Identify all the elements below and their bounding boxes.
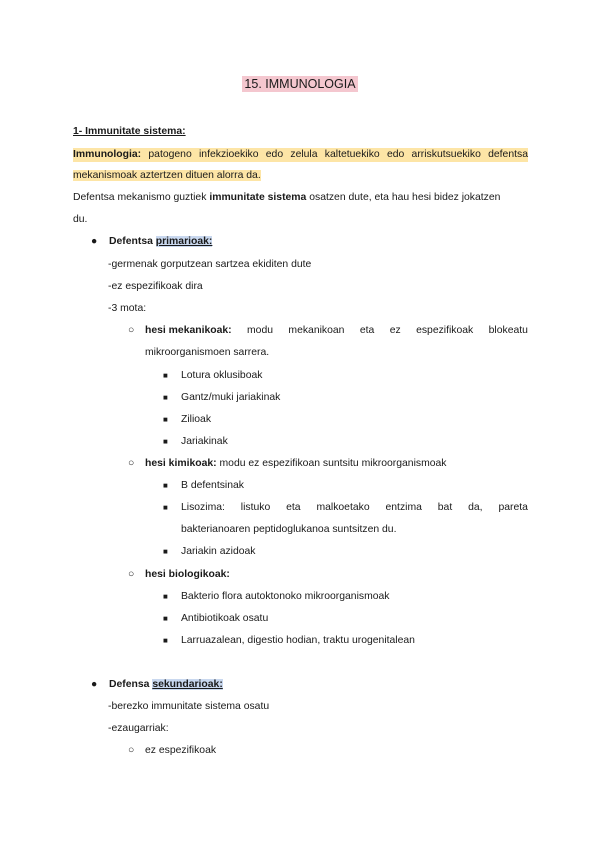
primary-point: -germenak gorputzean sartzea ekiditen dute bbox=[108, 259, 312, 270]
secondary-defense-label: Defensa sekundarioak: bbox=[109, 679, 223, 690]
biological-barrier-label: hesi biologikoak: bbox=[145, 569, 230, 580]
word: listuko bbox=[240, 502, 271, 513]
lisozima-line-2: bakterianoaren peptidoglukanoa suntsitzen du. bbox=[181, 524, 397, 535]
word: edo bbox=[386, 149, 405, 160]
word: infekzioekiko bbox=[199, 149, 259, 160]
lisozima-line-1 bbox=[181, 501, 528, 515]
list-item: Jariakin azidoak bbox=[181, 546, 256, 557]
word: defentsa bbox=[488, 149, 528, 160]
list-item: B defentsinak bbox=[181, 480, 244, 491]
word: malkoetako bbox=[316, 502, 370, 513]
word: entzima bbox=[385, 502, 422, 513]
word: Lisozima: bbox=[181, 502, 225, 513]
word: espezifikoak bbox=[416, 325, 474, 336]
square-bullet-icon: ■ bbox=[163, 481, 168, 490]
list-item: Lotura oklusiboak bbox=[181, 370, 263, 381]
word: eta bbox=[359, 325, 375, 336]
square-bullet-icon: ■ bbox=[163, 547, 168, 556]
list-item: Bakterio flora autoktonoko mikroorganismoak bbox=[181, 591, 390, 602]
mechanical-barrier-line-1: hesi mekanikoak: modu mekanikoan eta ez espezifikoak blokeatu bbox=[145, 325, 528, 336]
bullet-icon: ● bbox=[91, 236, 98, 247]
word: blokeatu bbox=[488, 325, 528, 336]
page-title: 15. IMMUNOLOGIA bbox=[244, 77, 356, 91]
square-bullet-icon: ■ bbox=[163, 415, 168, 424]
word: ez bbox=[389, 325, 401, 336]
list-item: Zilioak bbox=[181, 414, 212, 425]
square-bullet-icon: ■ bbox=[163, 393, 168, 402]
square-bullet-icon: ■ bbox=[163, 614, 168, 623]
square-bullet-icon: ■ bbox=[163, 437, 168, 446]
list-item: Jariakinak bbox=[181, 436, 228, 447]
definition-line-2: mekanismoak aztertzen dituen alorra da. bbox=[73, 170, 261, 181]
word: bat bbox=[437, 502, 453, 513]
secondary-point: -ezaugarriak: bbox=[108, 723, 169, 734]
square-bullet-icon: ■ bbox=[163, 503, 168, 512]
list-item: Larruazalean, digestio hodian, traktu urogenitalean bbox=[181, 635, 415, 646]
primary-point: -3 mota: bbox=[108, 303, 147, 314]
primary-defense-label: Defentsa primarioak: bbox=[109, 236, 213, 247]
intro-line-1: Defentsa mekanismo guztiek immunitate sistema osatzen dute, eta hau hesi bidez jokatzen bbox=[73, 192, 501, 203]
secondary-point: -berezko immunitate sistema osatu bbox=[108, 701, 270, 712]
primary-point: -ez espezifikoak dira bbox=[108, 281, 203, 292]
square-bullet-icon: ■ bbox=[163, 371, 168, 380]
word: eta bbox=[286, 502, 301, 513]
list-item: Antibiotikoak osatu bbox=[181, 613, 269, 624]
word: modu bbox=[247, 325, 274, 336]
intro-line-2: du. bbox=[73, 214, 88, 225]
circle-bullet-icon: ○ bbox=[128, 745, 135, 756]
word: arriskutsuekiko bbox=[411, 149, 481, 160]
square-bullet-icon: ■ bbox=[163, 592, 168, 601]
word: kaltetuekiko bbox=[324, 149, 380, 160]
word: mekanikoan bbox=[288, 325, 345, 336]
word: patogeno bbox=[148, 149, 192, 160]
square-bullet-icon: ■ bbox=[163, 636, 168, 645]
mechanical-barrier-line-2: mikroorganismoen sarrera. bbox=[145, 347, 270, 358]
definition-term: Immunologia: bbox=[73, 149, 142, 160]
word: da, bbox=[468, 502, 483, 513]
list-item: ez espezifikoak bbox=[145, 745, 217, 756]
bullet-icon: ● bbox=[91, 679, 98, 690]
definition-line-1 bbox=[73, 148, 528, 162]
word: pareta bbox=[498, 502, 528, 513]
section-heading: 1- Immunitate sistema: bbox=[73, 126, 186, 137]
chemical-barrier: hesi kimikoak: modu ez espezifikoan suntsitu mikroorganismoak bbox=[145, 458, 447, 469]
circle-bullet-icon: ○ bbox=[128, 458, 135, 469]
word: zelula bbox=[290, 149, 318, 160]
list-item: Gantz/muki jariakinak bbox=[181, 392, 281, 403]
circle-bullet-icon: ○ bbox=[128, 569, 135, 580]
circle-bullet-icon: ○ bbox=[128, 325, 135, 336]
word: edo bbox=[265, 149, 284, 160]
